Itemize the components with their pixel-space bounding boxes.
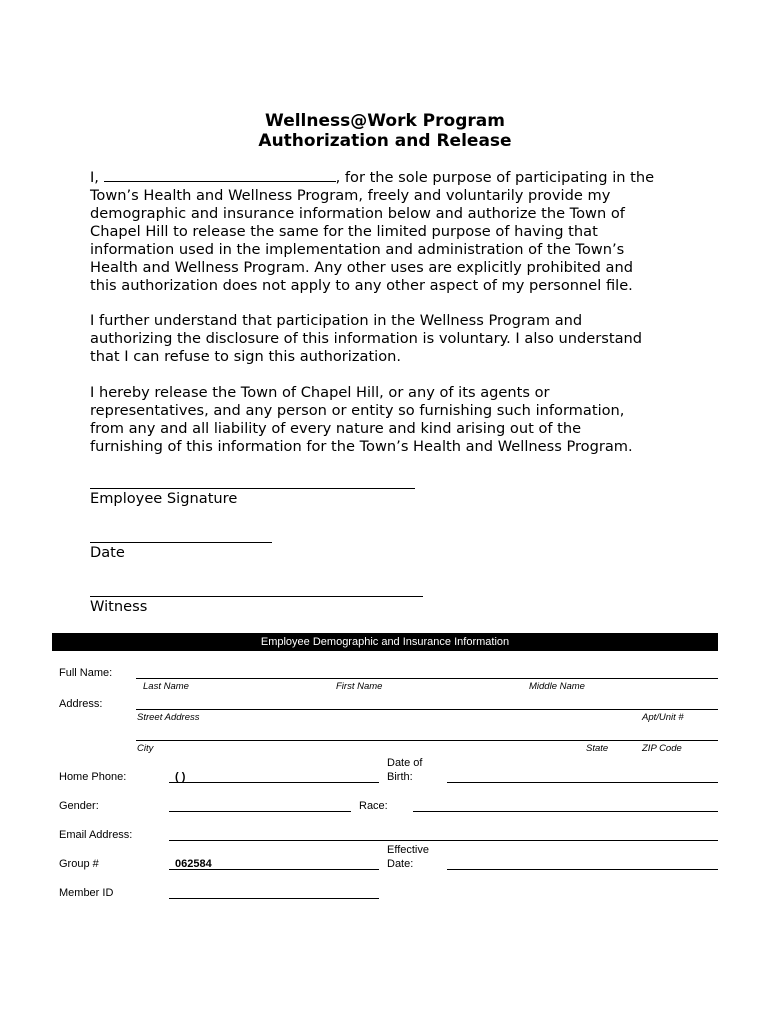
email-label: Email Address: <box>59 829 133 841</box>
release-paragraph <box>90 384 690 456</box>
full-name-field[interactable] <box>136 678 718 679</box>
document-title: Wellness@Work Program <box>265 111 505 131</box>
paragraph-line: Health and Wellness Program. Any other uses are explicitly prohibited and <box>90 259 633 276</box>
effective-date-field[interactable] <box>447 869 718 870</box>
member-id-field[interactable] <box>169 898 379 899</box>
zip-code-caption: ZIP Code <box>642 743 682 754</box>
gender-field[interactable] <box>169 811 351 812</box>
street-address-caption: Street Address <box>137 712 200 723</box>
paragraph-line: authorizing the disclosure of this information is voluntary. I also understand <box>90 330 643 347</box>
document-subtitle: Authorization and Release <box>258 131 512 151</box>
race-field[interactable] <box>413 811 718 812</box>
witness-label: Witness <box>90 598 148 615</box>
participant-name-field[interactable] <box>104 168 336 182</box>
email-field[interactable] <box>169 840 718 841</box>
group-number-value: 062584 <box>175 858 212 870</box>
group-label: Group # <box>59 858 99 870</box>
member-id-label: Member ID <box>59 887 114 899</box>
apt-unit-caption: Apt/Unit # <box>642 712 684 723</box>
gender-label: Gender: <box>59 800 99 812</box>
witness-line[interactable] <box>90 596 423 597</box>
last-name-caption: Last Name <box>143 681 189 692</box>
authorization-paragraph <box>90 168 690 295</box>
home-phone-label: Home Phone: <box>59 771 127 783</box>
dob-label: Date of <box>387 757 423 769</box>
paragraph-line <box>90 168 690 187</box>
paragraph-line: I hereby release the Town of Chapel Hill, or any of its agents or <box>90 384 550 401</box>
date-of-birth-field[interactable] <box>447 782 718 783</box>
paragraph-line: this authorization does not apply to any other aspect of my personnel file. <box>90 277 633 294</box>
date-line[interactable] <box>90 542 272 543</box>
effective-date-label-2: Date: <box>387 858 414 870</box>
paragraph-text: , for the sole purpose of participating in the <box>335 169 655 186</box>
full-name-label: Full Name: <box>59 667 113 679</box>
paragraph-line: Town’s Health and Wellness Program, freely and voluntarily provide my <box>90 187 611 204</box>
effective-date-label: Effective <box>387 844 429 856</box>
city-state-zip-field[interactable] <box>136 740 718 741</box>
city-caption: City <box>137 743 154 754</box>
race-label: Race: <box>359 800 388 812</box>
paragraph-line: that I can refuse to sign this authorization. <box>90 348 402 365</box>
date-label: Date <box>90 544 125 561</box>
home-phone-value: ( ) <box>175 771 186 783</box>
paragraph-line: information used in the implementation and administration of the Town’s <box>90 241 625 258</box>
employee-signature-label: Employee Signature <box>90 490 238 507</box>
middle-name-caption: Middle Name <box>529 681 585 692</box>
paragraph-line: demographic and insurance information below and authorize the Town of <box>90 205 625 222</box>
street-address-field[interactable] <box>136 709 718 710</box>
address-label: Address: <box>59 698 103 710</box>
employee-signature-line[interactable] <box>90 488 415 489</box>
paragraph-line: furnishing of this information for the Town’s Health and Wellness Program. <box>90 438 633 455</box>
voluntary-paragraph <box>90 312 690 366</box>
paragraph-line: I further understand that participation in the Wellness Program and <box>90 312 583 329</box>
demographic-section-header: Employee Demographic and Insurance Information <box>52 633 718 651</box>
paragraph-line: Chapel Hill to release the same for the limited purpose of having that <box>90 223 598 240</box>
home-phone-field[interactable] <box>169 782 379 783</box>
dob-label-2: Birth: <box>387 771 413 783</box>
group-number-field[interactable] <box>169 869 379 870</box>
paragraph-line: from any and all liability of every nature and kind arising out of the <box>90 420 582 437</box>
paragraph-line: representatives, and any person or entity so furnishing such information, <box>90 402 625 419</box>
paragraph-text: I, <box>90 169 104 186</box>
first-name-caption: First Name <box>336 681 383 692</box>
state-caption: State <box>586 743 609 754</box>
